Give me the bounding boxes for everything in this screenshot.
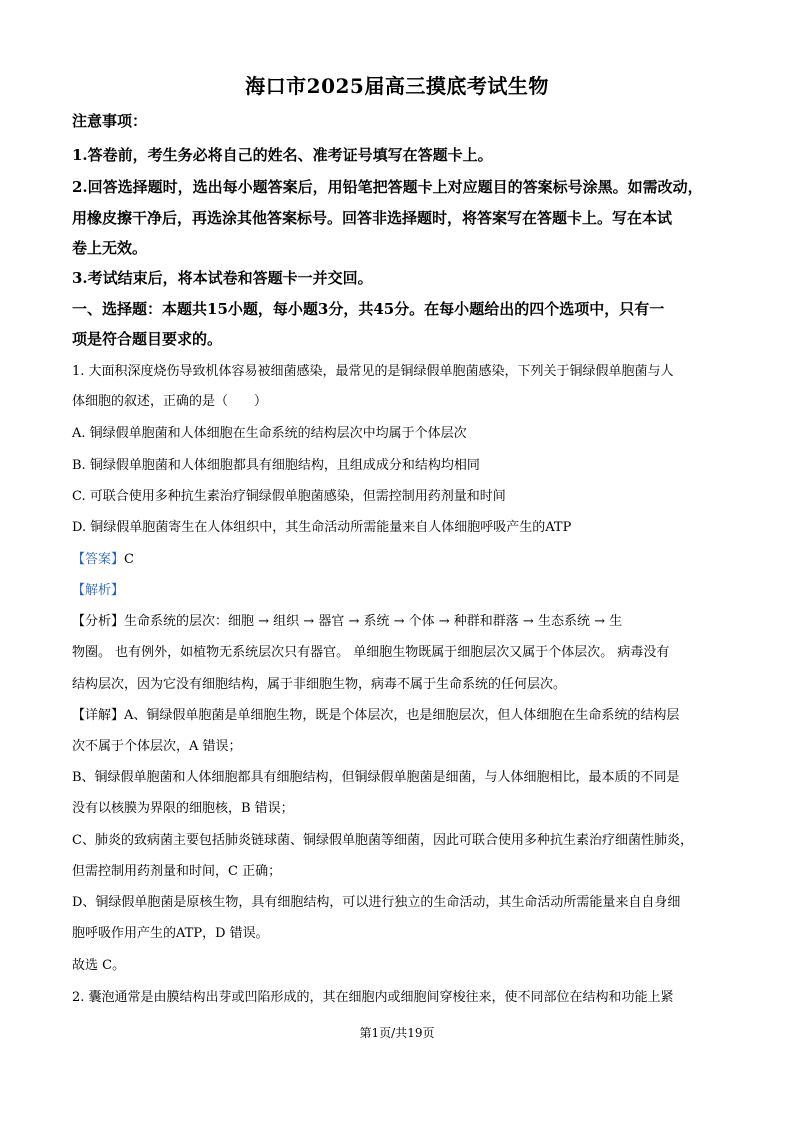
answer-value: C <box>124 552 134 567</box>
q1-answer <box>72 548 732 567</box>
section-heading-line-2: 项是符合题目要求的。 <box>72 330 223 348</box>
page-title: 海口市2025届高三摸底考试生物 <box>245 74 549 98</box>
q1-xiangjie-line-c1: C、肺炎的致病菌主要包括肺炎链球菌、铜绿假单胞菌等细菌，因此可联合使用多种抗生素治疗细菌性肺炎， <box>72 833 693 848</box>
fenxi-text: 生命系统的层次：细胞 → 组织 → 器官 → 系统 → 个体 → 种群和群落 → 生态系统 → 生 <box>124 614 623 629</box>
q1-analysis-tag: 【解析】 <box>72 583 125 598</box>
q2-stem-line-1: 2. 囊泡通常是由膜结构出芽或凹陷形成的，其在细胞内或细胞间穿梭往来，使不同部位在结构和功能上紧 <box>72 990 674 1005</box>
q1-option-d: D. 铜绿假单胞菌寄生在人体组织中，其生命活动所需能量来自人体细胞呼吸产生的ATP <box>72 520 572 535</box>
q1-option-c: C. 可联合使用多种抗生素治疗铜绿假单胞菌感染，但需控制用药剂量和时间 <box>72 489 506 504</box>
q1-xiangjie-line-c2: 但需控制用药剂量和时间，C 正确； <box>72 864 282 879</box>
q1-xiangjie-line-d2: 胞呼吸作用产生的ATP，D 错误。 <box>72 926 269 941</box>
q1-option-b: B. 铜绿假单胞菌和人体细胞都具有细胞结构，且组成成分和结构均相同 <box>72 458 480 473</box>
q1-stem-line-2: 体细胞的叙述，正确的是（ ） <box>72 394 268 409</box>
q1-xiangjie-line-b1: B、铜绿假单胞菌和人体细胞都具有细胞结构，但铜绿假单胞菌是细菌，与人体细胞相比，最本质的不同是 <box>72 770 680 785</box>
q1-stem-line-1: 1. 大面积深度烧伤导致机体容易被细菌感染，最常见的是铜绿假单胞菌感染，下列关于铜绿假单胞菌与人 <box>72 364 674 379</box>
q1-fenxi-line-1 <box>72 610 732 629</box>
xiangjie-a-text: A、铜绿假单胞菌是单细胞生物，既是个体层次，也是细胞层次，但人体细胞在生命系统的结构层 <box>124 708 680 723</box>
q1-xiangjie-line-a1 <box>72 704 732 723</box>
notice-item-1: 1.答卷前，考生务必将自己的姓名、准考证号填写在答题卡上。 <box>72 146 493 164</box>
notice-item-2-line-1: 2.回答选择题时，选出每小题答案后，用铅笔把答题卡上对应题目的答案标号涂黑。如需改动， <box>72 178 703 196</box>
q1-fenxi-line-3: 结构层次，因为它没有细胞结构，属于非细胞生物，病毒不属于生命系统的任何层次。 <box>72 677 567 692</box>
xiangjie-tag: 【详解】 <box>72 708 125 723</box>
fenxi-tag: 【分析】 <box>72 614 125 629</box>
q1-fenxi-line-2: 物圈。 也有例外，如植物无系统层次只有器官。 单细胞生物既属于细胞层次又属于个体层次。 病毒没有 <box>72 645 670 660</box>
page-number: 第1页/共19页 <box>359 1026 435 1040</box>
q1-conclusion: 故选 C。 <box>72 958 126 973</box>
q1-option-a: A. 铜绿假单胞菌和人体细胞在生命系统的结构层次中均属于个体层次 <box>72 426 467 441</box>
notice-heading: 注意事项： <box>72 112 148 130</box>
q1-xiangjie-line-b2: 没有以核膜为界限的细胞核，B 错误； <box>72 801 294 816</box>
notice-item-3: 3.考试结束后，将本试卷和答题卡一并交回。 <box>72 269 373 287</box>
notice-item-2-line-3: 卷上无效。 <box>72 239 148 257</box>
answer-tag: 【答案】 <box>72 552 125 567</box>
section-heading-line-1: 一、选择题：本题共15小题，每小题3分，共45分。在每小题给出的四个选项中，只有一 <box>72 300 665 318</box>
q1-xiangjie-line-a2: 次不属于个体层次，A 错误； <box>72 739 242 754</box>
q1-xiangjie-line-d1: D、铜绿假单胞菌是原核生物，具有细胞结构，可以进行独立的生命活动，其生命活动所需能量来自自身细 <box>72 895 681 910</box>
notice-item-2-line-2: 用橡皮擦干净后，再选涂其他答案标号。回答非选择题时，将答案写在答题卡上。写在本试 <box>72 209 673 227</box>
